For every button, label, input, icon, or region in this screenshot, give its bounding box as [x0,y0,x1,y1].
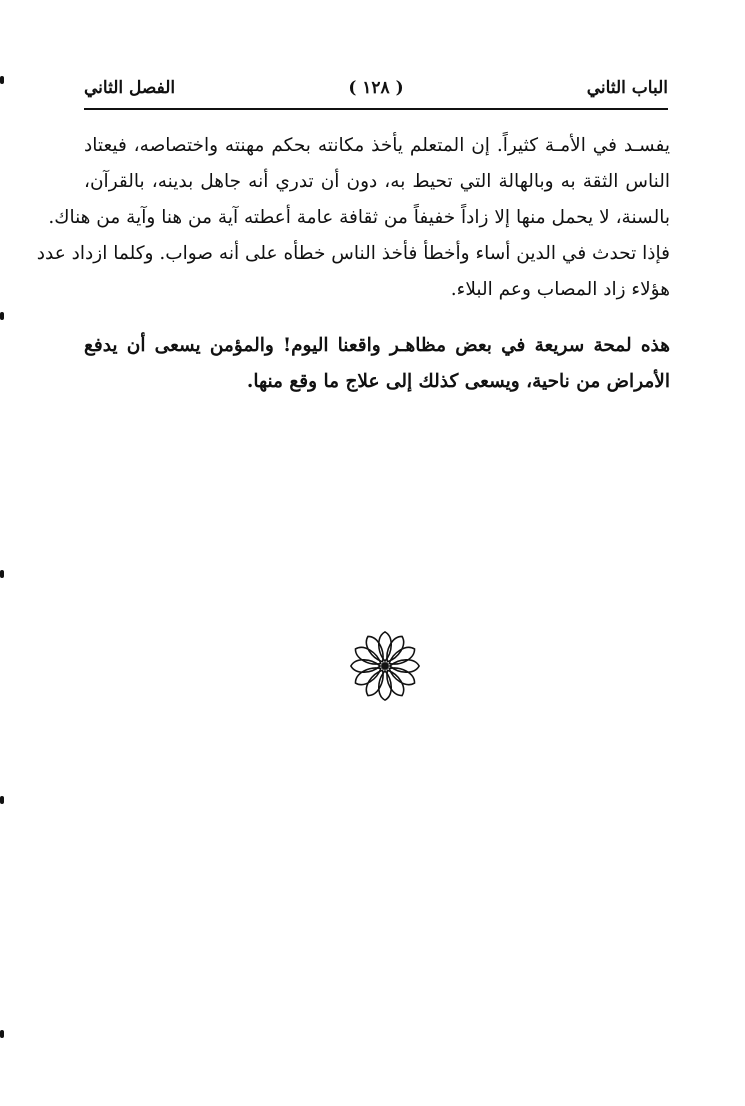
text-line: الناس الثقة به وبالهالة التي تحيط به، دون أن تدري أنه جاهل بدينه، بالقرآن، [84,171,670,192]
paragraph-2 [84,328,670,400]
flower-ornament-icon [346,627,424,705]
chapter-title: الباب الثاني [586,78,668,98]
paragraph-1 [36,128,670,308]
scan-edge-mark [0,312,4,320]
scan-edge-mark [0,1030,4,1038]
scan-edge-mark [0,570,4,578]
text-line: بالسنة، لا يحمل منها إلا زاداً خفيفاً من ثقافة عامة أعطته آية من هنا وآية من هناك. [48,207,670,228]
body-text [36,128,670,400]
text-line: هؤلاء زاد المصاب وعم البلاء. [450,279,670,300]
page-number: ( ١٢٨ ) [348,78,404,98]
text-line: يفسـد في الأمـة كثيراً. إن المتعلم يأخذ مكانته بحكم مهنته واختصاصه، فيعتاد [84,135,670,156]
header-rule [84,108,668,110]
page-header [84,76,668,106]
section-title: الفصل الثاني [84,78,176,98]
scan-edge-mark [0,796,4,804]
text-line: الأمراض من ناحية، ويسعى كذلك إلى علاج ما وقع منها. [246,371,670,392]
text-line: هذه لمحة سريعة في بعض مظاهـر واقعنا اليوم! والمؤمن يسعى أن يدفع [84,335,670,356]
scan-edge-mark [0,76,4,84]
text-line: فإذا تحدث في الدين أساء وأخطأ فأخذ الناس خطأه على أنه صواب. وكلما ازداد عدد [36,243,670,264]
